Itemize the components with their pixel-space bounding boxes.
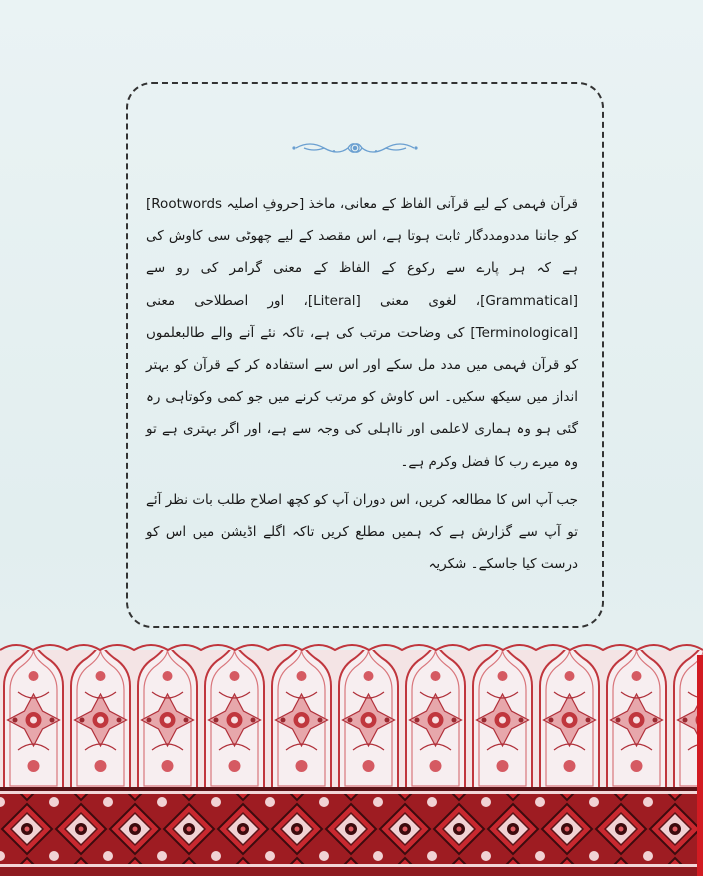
edge-red-strip — [697, 655, 703, 876]
preface-paragraph-2: جب آپ اس کا مطالعہ کریں، اس دوران آپ کو کچھ اصلاح طلب بات نظر آئے تو آپ سے گزارش ہے کہ ہمیں مطلع کریں تاکہ اگلے اڈیشن میں اس کو درست کیا جاسکے۔ شکریہ — [146, 491, 578, 573]
floral-divider-ornament-icon — [290, 138, 420, 158]
carpet-border-pattern-icon — [0, 640, 703, 876]
preface-text — [146, 188, 578, 580]
preface-paragraph-1: قرآن فہمی کے لیے قرآنی الفاظ کے معانی، ماخذ [حروفِ اصلیہ Rootwords] کو جاننا مددومددگار ثابت ہوتا ہے، اس مقصد کے لیے چھوٹی سی کاوش کی ہے کہ ہر پارے سے رکوع کے الفاظ کے معنی گرامر کی رو سے [Grammatical]، لغوی معنی [Literal]، اور اصطلاحی معنی [Terminological] کی وضاحت مرتب کی ہے، تاکہ نئے آنے والے طالبعلموں کو قرآن فہمی میں مدد مل سکے اور اس سے استفادہ کر کے قرآن کو بہتر انداز میں سیکھ سکیں۔ اس کاوش کو مرتب کرنے میں جو کمی وکوتاہی رہ گئی ہو وہ ہماری لاعلمی اور نااہلی کی وجہ سے ہے، اور اگر بہتری ہے تو وہ میرے رب کا فضل وکرم ہے۔ — [146, 196, 578, 470]
